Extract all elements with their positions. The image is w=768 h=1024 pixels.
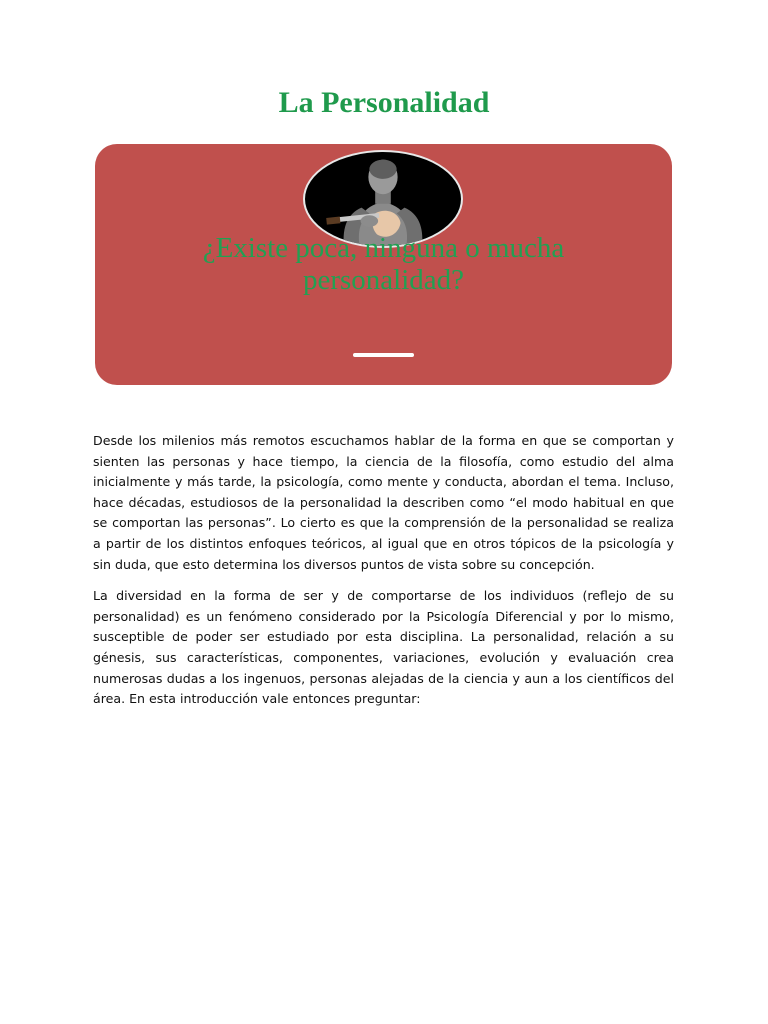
paragraph: Desde los milenios más remotos escuchamos hablar de la forma en que se comportan y sienten las personas y hace tiempo, la ciencia de la filosofía, como estudio del alma inicialmente y más tarde, la psicología, como mente y conducta, abordan el tema. Incluso, hace décadas, estudiosos de la personalidad la describen como “el modo habitual en que se comportan las personas”. Lo cierto es que la comprensión de la personalidad se realiza a partir de los distintos enfoques teóricos, al igual que en otros tópicos de la psicología y sin duda, que esto determina los diversos puntos de vista sobre su concepción. bbox=[93, 433, 674, 572]
banner-question: ¿Existe poca, ninguna o mucha personalidad? bbox=[202, 232, 565, 296]
paragraph: La diversidad en la forma de ser y de comportarse de los individuos (reflejo de su personalidad) es un fenómeno considerado por la Psicología Diferencial y por lo mismo, susceptible de poder ser estudiado por esta disciplina. La personalidad, relación a su génesis, sus características, componentes, variaciones, evolución y evaluación crea numerosas dudas a los ingenuos, personas alejadas de la ciencia y aun a los científicos del área. En esta introducción vale entonces preguntar: bbox=[93, 588, 674, 707]
page-title: La Personalidad bbox=[278, 86, 490, 119]
question-banner bbox=[95, 144, 672, 385]
banner-divider bbox=[353, 353, 414, 357]
body-text bbox=[93, 431, 674, 721]
